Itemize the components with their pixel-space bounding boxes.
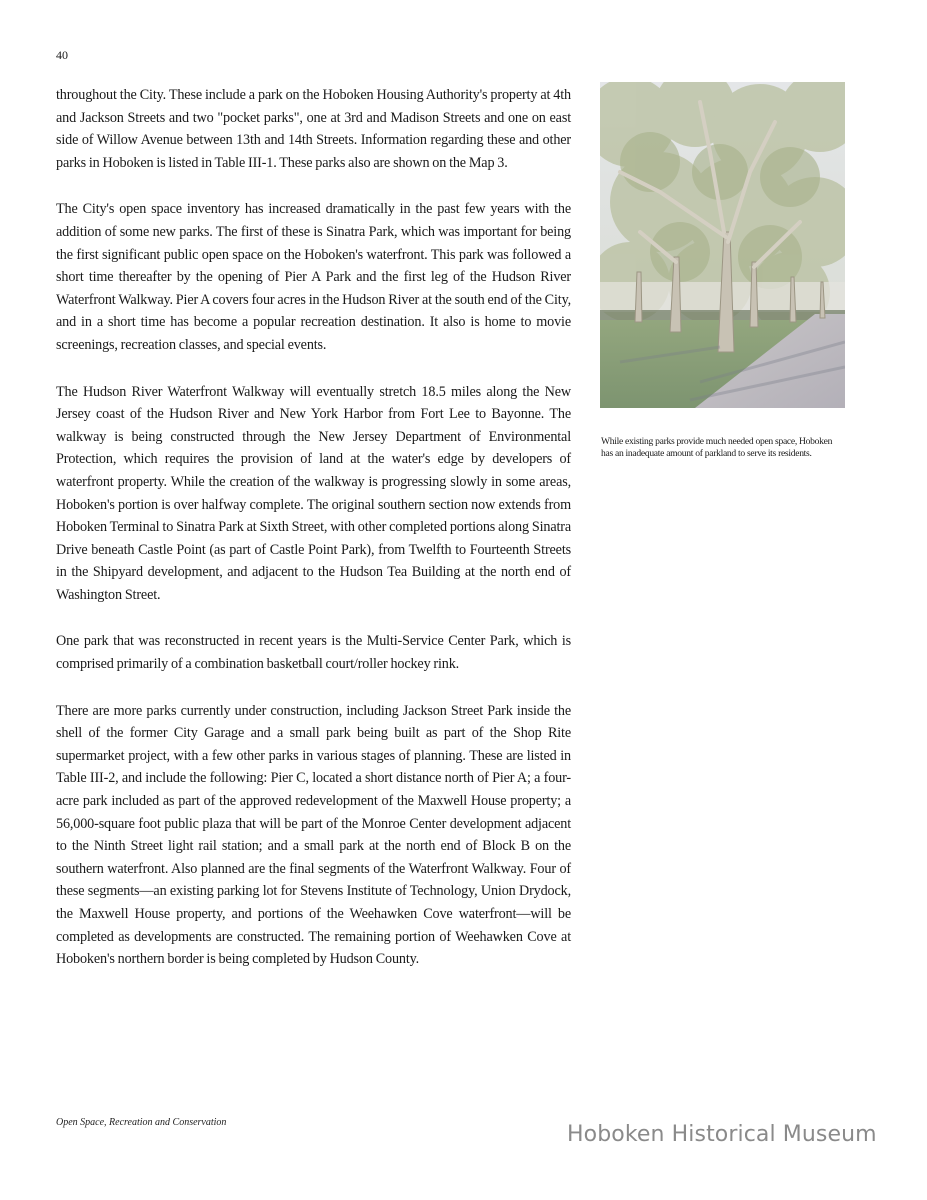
photo-caption: While existing parks provide much needed open space, Hoboken has an inadequate amount of parkland to serve its residents. (601, 436, 833, 459)
paragraph: The City's open space inventory has increased dramatically in the past few years with the addition of some new parks. The first of these is Sinatra Park, which was important for being the first significant public open space on the Hoboken's waterfront. This park was followed a short time thereafter by the opening of Pier A Park and the first leg of the Hudson River Waterfront Walkway. Pier A covers four acres in the Hudson River at the south end of the City, and in a short time has become a popular recreation destination. It also is home to movie screenings, recreation classes, and special events. (56, 201, 571, 353)
watermark: Hoboken Historical Museum (567, 1122, 877, 1147)
paragraph: One park that was reconstructed in recent years is the Multi-Service Center Park, which is comprised primarily of a combination basketball court/roller hockey rink. (56, 633, 571, 673)
park-trees-image (600, 82, 845, 408)
paragraph: throughout the City. These include a park on the Hoboken Housing Authority's property at 4th and Jackson Streets and two "pocket parks", one at 3rd and Madison Streets and one on east side of Willow Avenue between 13th and 14th Streets. Information regarding these and other parks in Hoboken is listed in Table III-1. These parks also are shown on the Map 3. (56, 87, 571, 171)
page-number: 40 (56, 48, 68, 62)
paragraph: The Hudson River Waterfront Walkway will eventually stretch 18.5 miles along the New Jersey coast of the Hudson River and New York Harbor from Fort Lee to Bayonne. The walkway is being constructed through the New Jersey Department of Environmental Protection, which requires the provision of land at the water's edge by developers of waterfront property. While the creation of the walkway is progressing slowly in some areas, Hoboken's portion is over halfway complete. The original southern section now extends from Hoboken Terminal to Sinatra Park at Sixth Street, with other completed portions along Sinatra Drive beneath Castle Point (as part of Castle Point Park), from Twelfth to Fourteenth Streets in the Shipyard development, and adjacent to the Hudson Tea Building at the north end of Washington Street. (56, 383, 571, 603)
footer-section-title: Open Space, Recreation and Conservation (56, 1117, 227, 1128)
paragraph: There are more parks currently under construction, including Jackson Street Park inside the shell of the former City Garage and a small park being built as part of the Shop Rite supermarket project, with a few other parks in various stages of planning. These are listed in Table III-2, and include the following: Pier C, located a short distance north of Pier A; a four-acre park included as part of the approved redevelopment of the Maxwell House property; a 56,000-square foot public plaza that will be part of the Monroe Center development adjacent to the Ninth Street light rail station; and a small park at the north end of Block B on the southern waterfront. Also planned are the final segments of the Waterfront Walkway. Four of these segments—an existing parking lot for Stevens Institute of Technology, Union Drydock, the Maxwell House property, and portions of the Weehawken Cove waterfront—will be completed as developments are constructed. The remaining portion of Weehawken Cove at Hoboken's northern border is being completed by Hudson County. (56, 702, 571, 968)
body-text (56, 84, 571, 995)
park-photo (600, 82, 845, 408)
